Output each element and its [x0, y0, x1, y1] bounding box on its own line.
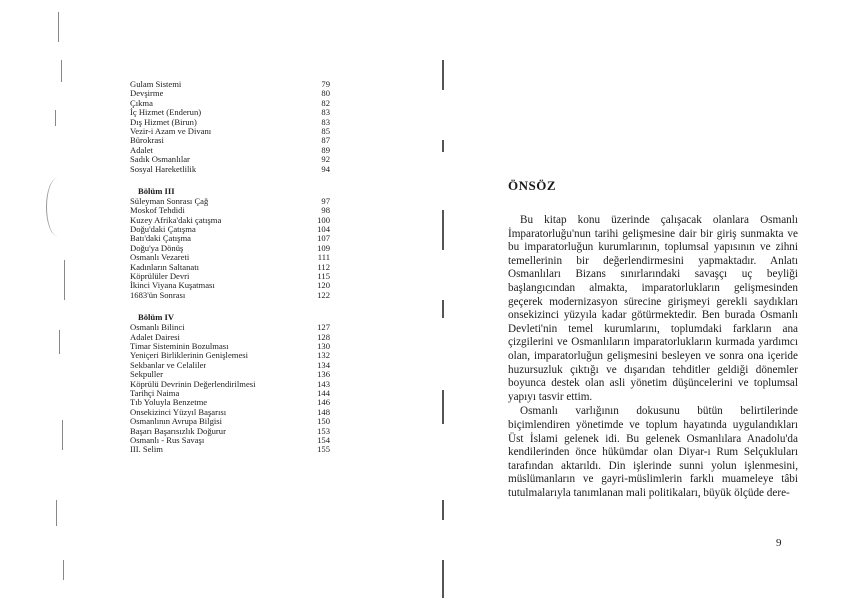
- toc-entry-label: Kadınların Saltanatı: [130, 262, 199, 272]
- toc-entry-page: 79: [321, 79, 330, 89]
- toc-entry-page: 148: [317, 406, 330, 417]
- toc-section-heading: Bölüm III: [138, 185, 175, 196]
- toc-entry: [130, 370, 330, 379]
- toc-section-heading: Bölüm IV: [138, 312, 175, 323]
- toc-entry: [130, 333, 330, 342]
- toc-entry-label: Doğu'daki Çatışma: [130, 225, 196, 235]
- toc-entry: [130, 253, 330, 262]
- toc-entry-label: Köprülü Devrinin Değerlendirilmesi: [130, 379, 256, 389]
- toc-entry-page: 150: [317, 416, 330, 427]
- toc-entry-page: 80: [321, 88, 330, 99]
- toc-entry-label: Dış Hizmet (Birun): [130, 117, 197, 127]
- toc-entry-label: Başarı Başarısızlık Doğurur: [130, 426, 226, 436]
- toc-entry: [130, 146, 330, 155]
- toc-entry-page: 107: [317, 233, 330, 244]
- toc-entry-label: Osmanlı - Rus Savaşı: [130, 435, 205, 445]
- toc-entry-label: Süleyman Sonrası Çağ: [130, 196, 209, 206]
- toc-entry: [130, 398, 330, 407]
- toc-entry-label: Çıkma: [130, 98, 153, 108]
- toc-entry: [130, 445, 330, 454]
- toc-entry: [130, 165, 330, 174]
- toc-entry-label: Doğu'ya Dönüş: [130, 243, 184, 253]
- scan-edge-speckles: [40, 0, 80, 599]
- toc-entry-label: Adalet Dairesi: [130, 332, 180, 342]
- toc-entry-label: 1683'ün Sonrası: [130, 290, 186, 300]
- toc-entry-page: 85: [321, 125, 330, 136]
- toc-entry-page: 143: [317, 378, 330, 389]
- toc-entry-label: İç Hizmet (Enderun): [130, 108, 202, 118]
- toc-entry-page: 82: [321, 97, 330, 108]
- toc-entry-page: 154: [317, 434, 330, 445]
- toc-entry-label: Sekbanlar ve Celaliler: [130, 360, 207, 370]
- toc-entry: [130, 108, 330, 117]
- toc-entry: [130, 291, 330, 300]
- toc-entry-label: Moskof Tehdidi: [130, 206, 185, 216]
- toc-entry: [130, 389, 330, 398]
- toc-entry-label: Tıb Yoluyla Benzetme: [130, 398, 208, 408]
- toc-entry-page: 146: [317, 397, 330, 408]
- preface-paragraph: Bu kitap konu üzerinde çalışacak olanlara Osmanlı İmparatorluğu'nun tarihi gelişmesine dair bir giriş sunmakta ve bu imparatorluğun kurumlarının, toplumsal yapısının ve zihni temellerinin bir değerlendirmesini yapmaktadır. Anlatı Osmanlıları Bizans sınırlarındaki savaşçı uç beyliği başlangıcından almakta, imparatorlukların gelişmesinden geçerek modernizasyon sürecine girişmeyi gerekli saydıkları onsekizinci yüzyıla kadar götürmektedir. Ben burada Osmanlı Devleti'nin temel kurumlarını, toplumdaki farkların ana çizgilerini ve Osmanlıların imparatorlukların kurmada yardımcı olan, imparatorluğun gelişmesini besleyen ve sonra ona içeride huzursuzluk çıktığı ve dışarıdan tehditler geldiği dönemler boyunca destek olan asli yönetim düşüncelerini ve toplumsal yapıyı tasvir ettim.: [508, 214, 798, 403]
- toc-section: [130, 186, 330, 300]
- toc-entry-page: 134: [317, 359, 330, 370]
- toc-entry-page: 92: [321, 154, 330, 165]
- toc-entry: [130, 361, 330, 370]
- toc-entry-page: 115: [317, 271, 330, 282]
- toc-entry-page: 104: [317, 224, 330, 235]
- toc-entry-page: 155: [317, 444, 330, 455]
- toc-entry-page: 97: [321, 195, 330, 206]
- toc-entry: [130, 80, 330, 89]
- page-number: 9: [776, 537, 782, 549]
- toc-entry-page: 127: [317, 322, 330, 333]
- toc-entry: [130, 99, 330, 108]
- toc-entry: [130, 263, 330, 272]
- chapter-title: ÖNSÖZ: [508, 178, 557, 193]
- toc-entry: [130, 323, 330, 332]
- toc-entry-label: Yeniçeri Birliklerinin Genişlemesi: [130, 351, 248, 361]
- toc-entry: [130, 380, 330, 389]
- toc-entry-label: Köprülüler Devri: [130, 272, 190, 282]
- toc-entry-label: Onsekizinci Yüzyıl Başarısı: [130, 407, 227, 417]
- toc-entry-page: 132: [317, 350, 330, 361]
- toc-entry: [130, 118, 330, 127]
- toc-entry-page: 83: [321, 107, 330, 118]
- toc-entry-page: 120: [317, 280, 330, 291]
- toc-entry-label: Sekpuller: [130, 370, 163, 380]
- toc-entry-page: 87: [321, 135, 330, 146]
- toc-entry: [130, 155, 330, 164]
- toc-entry: [130, 408, 330, 417]
- toc-entry: [130, 272, 330, 281]
- toc-section: [130, 312, 330, 454]
- toc-entry-page: 100: [317, 214, 330, 225]
- toc-entry-page: 128: [317, 331, 330, 342]
- toc-entry: [130, 127, 330, 136]
- toc-entry-page: 144: [317, 387, 330, 398]
- toc-entry: [130, 234, 330, 243]
- toc-entry: [130, 351, 330, 360]
- toc-entry-label: Devşirme: [130, 89, 164, 99]
- preface-paragraph: Osmanlı varlığının dokusunu bütün belirtilerinde biçimlendiren yönetimde ve toplum hayatında uygulandıkları Üst İslami gelenek idi. Bu gelenek Osmanlılara Anadolu'da kendilerinden önce hükümdar olan Diyar-ı Rum Selçukluları tarafından aktarıldı. Din işlerinde sunni yolun işlenmesini, müslümanların ve gayri-müslimlerin farklı muameleye tâbi tutulmalarıyla tanımlanan mali politikaları, büyük ölçüde dere-: [508, 405, 798, 499]
- toc-entry-page: 112: [317, 261, 330, 272]
- toc-entry: [130, 436, 330, 445]
- toc-entry-page: 83: [321, 116, 330, 127]
- toc-entry-page: 98: [321, 205, 330, 216]
- toc-entry-page: 130: [317, 340, 330, 351]
- preface-page: [508, 178, 798, 500]
- toc-entry-label: Adalet: [130, 145, 153, 155]
- toc-entry-page: 109: [317, 242, 330, 253]
- toc-entry-label: Kuzey Afrika'daki çatışma: [130, 215, 222, 225]
- toc-entry: [130, 216, 330, 225]
- toc-entry-page: 111: [317, 252, 330, 263]
- toc-entry: [130, 244, 330, 253]
- toc-entry-label: İkinci Viyana Kuşatması: [130, 281, 215, 291]
- toc-entry-label: Osmanlı Bilinci: [130, 323, 185, 333]
- toc-entry: [130, 225, 330, 234]
- toc-entry-label: Bürokrasi: [130, 136, 164, 146]
- toc-entry-page: 122: [317, 289, 330, 300]
- toc-entry-page: 89: [321, 144, 330, 155]
- toc-entry: [130, 197, 330, 206]
- toc-entry: [130, 427, 330, 436]
- toc-entry-label: III. Selim: [130, 445, 163, 455]
- toc-entry-label: Timar Sisteminin Bozulması: [130, 341, 229, 351]
- toc-entry-label: Sosyal Hareketlilik: [130, 164, 197, 174]
- toc-entry-label: Vezir-i Azam ve Divanı: [130, 126, 212, 136]
- toc-entry-label: Osmanlının Avrupa Bilgisi: [130, 417, 222, 427]
- toc-section: [130, 80, 330, 174]
- toc-entry: [130, 281, 330, 290]
- toc-entry-label: Gulam Sistemi: [130, 80, 182, 89]
- toc-entry: [130, 206, 330, 215]
- toc-entry-page: 136: [317, 369, 330, 380]
- toc-entry-label: Osmanlı Vezareti: [130, 253, 190, 263]
- toc-entry: [130, 342, 330, 351]
- table-of-contents: [130, 80, 330, 455]
- toc-entry: [130, 417, 330, 426]
- toc-entry: [130, 136, 330, 145]
- toc-entry-label: Tarihçi Naima: [130, 388, 180, 398]
- scan-fold-mark: [46, 178, 69, 236]
- toc-entry-page: 94: [321, 163, 330, 174]
- toc-entry-page: 153: [317, 425, 330, 436]
- toc-entry-label: Sadık Osmanlılar: [130, 155, 190, 165]
- toc-entry: [130, 89, 330, 98]
- toc-entry-label: Batı'daki Çatışma: [130, 234, 191, 244]
- book-gutter-line: [442, 60, 444, 600]
